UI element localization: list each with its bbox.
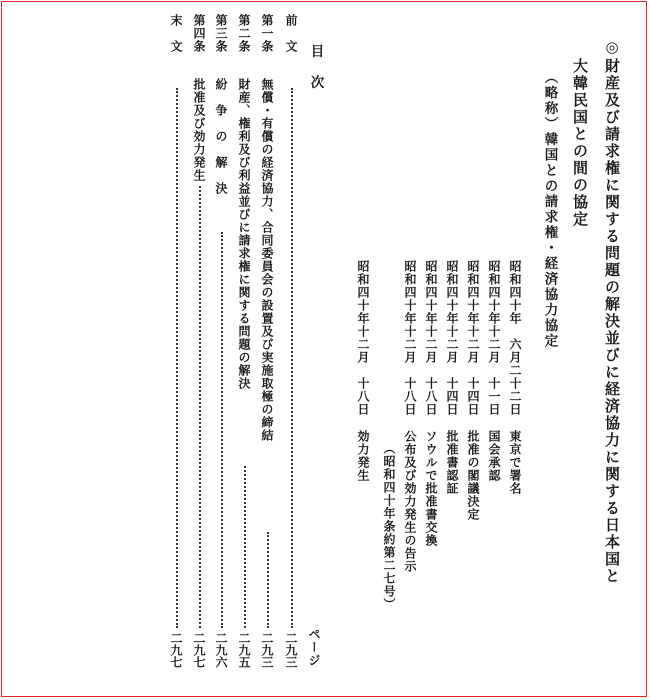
history-date: 昭和四十年十二月 十八日	[403, 260, 417, 416]
history-date: 昭和四十年十二月 十四日	[466, 260, 480, 416]
history-date: 昭和四十年 六月二十二日	[508, 260, 522, 416]
toc-page-label: ページ	[307, 628, 321, 667]
history-event: 効力発生	[356, 430, 370, 482]
title-mark: ◎	[603, 38, 621, 58]
toc-heading: 目 次	[307, 44, 324, 91]
history-treaty-number: （昭和四十年条約第二七号）	[382, 442, 396, 611]
toc-leader	[267, 532, 269, 628]
toc-entry-text: 無償・有償の経済協力、合同委員会の設置及び実施取極の締結	[260, 78, 274, 442]
toc-page-number: 二九七	[192, 632, 206, 668]
history-event: 国会承認	[487, 430, 501, 482]
history-event: 批准書認証	[445, 430, 459, 495]
title-line-1: 財産及び請求権に関する問題の解決並びに経済協力に関する日本国と	[603, 58, 621, 585]
toc-entry-text: 財産、権利及び利益並びに請求権に関する問題の解決	[237, 78, 251, 390]
toc-article[interactable]: 第三条	[214, 14, 228, 53]
toc-leader	[244, 466, 246, 628]
history-event: 東京で署名	[508, 430, 522, 495]
toc-page-number: 二九七	[169, 632, 183, 668]
toc-leader	[199, 186, 201, 628]
toc-entry-text: 紛 争 の 解 決	[214, 78, 228, 195]
history-date: 昭和四十年十二月 十四日	[445, 260, 459, 416]
toc-page-number: 二九三	[284, 632, 298, 668]
toc-entry-text: 批准及び効力発生	[192, 78, 206, 182]
toc-article[interactable]: 第二条	[237, 14, 251, 53]
history-date: 昭和四十年十二月 十八日	[356, 260, 370, 416]
title-line-3: （略称）韓国との請求権・経済協力協定	[541, 70, 558, 349]
history-event: ソウルで批准書交換	[424, 430, 438, 547]
history-event: 公布及び効力発生の告示	[403, 430, 417, 573]
toc-page-number: 二九五	[237, 632, 251, 668]
toc-article[interactable]: 前 文	[284, 14, 298, 53]
toc-leader	[176, 88, 178, 628]
title-line-2: 大韓民国との間の協定	[571, 58, 589, 228]
toc-leader	[291, 88, 293, 628]
history-event: 批准の閣議決定	[466, 430, 480, 521]
history-date: 昭和四十年十二月 十八日	[424, 260, 438, 416]
toc-article[interactable]: 第一条	[260, 14, 274, 53]
history-date: 昭和四十年十二月 十一日	[487, 260, 501, 416]
toc-article[interactable]: 第四条	[192, 14, 206, 53]
toc-page-number: 二九六	[214, 632, 228, 668]
toc-page-number: 二九三	[260, 632, 274, 668]
toc-article[interactable]: 末 文	[169, 14, 183, 53]
toc-leader	[221, 232, 223, 628]
